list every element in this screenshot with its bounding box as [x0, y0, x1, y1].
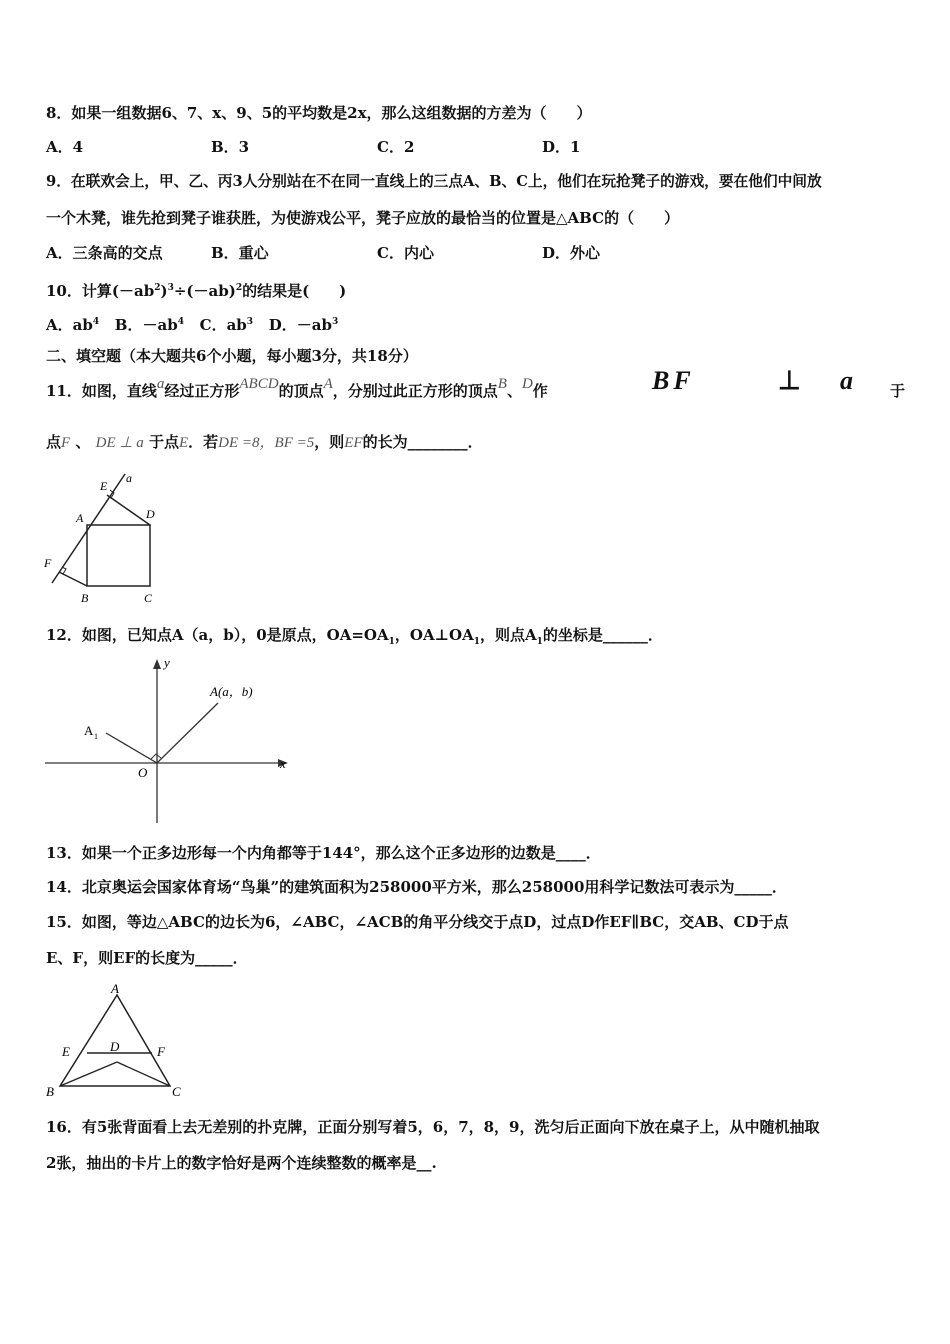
q15-line1: 15．如图，等边△ABC的边长为6，∠ABC，∠ACB的角平分线交于点D，过点D作EF∥BC，交AB、CD于点 — [46, 913, 789, 931]
label-d: D — [146, 507, 155, 521]
label-y: y — [164, 655, 170, 670]
q8-option-a: A．4 — [46, 138, 84, 156]
q9-option-b: B．重心 — [211, 244, 269, 262]
q9-line2: 一个木凳，谁先抢到凳子谁获胜，为使游戏公平，凳子应放的最恰当的位置是△ABC的（ ） — [46, 209, 680, 227]
q10-option-c: C．$ab^3$ — [199, 316, 254, 334]
q11-line2: 点F 、 DE ⊥ a 于点E．若DE =8，BF =5，则EF的长为________． — [46, 433, 483, 451]
q11-a-big: a — [840, 366, 857, 395]
right-angle-o — [151, 754, 161, 759]
label-c: C — [144, 591, 153, 605]
q13-stem: 13．如果一个正多边形每一个内角都等于144°，那么这个正多边形的边数是____． — [46, 844, 601, 862]
q10-option-d: D．$-ab^3$ — [268, 316, 339, 334]
label-a-line: a — [126, 471, 132, 485]
q9-option-c: C．内心 — [377, 244, 434, 262]
q10-option-b: B．$-ab^4$ — [114, 316, 184, 334]
square-abcd — [87, 525, 150, 586]
q8-option-c: C．2 — [377, 138, 415, 156]
label-b: B — [46, 1084, 54, 1099]
segment-de — [107, 495, 150, 525]
q11-yu: 于 — [890, 382, 906, 400]
bisector-c — [117, 1062, 170, 1086]
label-a: A(a，b) — [210, 684, 253, 699]
label-f: F — [157, 1044, 165, 1059]
q11-line1: 11．如图，直线a经过正方形ABCD的顶点A，分别过此正方形的顶点B、D作 — [46, 376, 548, 400]
label-a1-sub: 1 — [94, 732, 98, 741]
segment-oa1 — [106, 733, 157, 763]
label-e: E — [100, 479, 108, 493]
label-a: A — [111, 981, 119, 996]
q8-option-b: B．3 — [211, 138, 250, 156]
label-e: E — [62, 1044, 70, 1059]
q16-line2: 2张，抽出的卡片上的数字恰好是两个连续整数的概率是__. — [46, 1154, 437, 1172]
q16-line1: 16．有5张背面看上去无差别的扑克牌，正面分别写着5，6，7，8，9，洗匀后正面向下放在桌子上，从中随机抽取 — [46, 1118, 820, 1136]
label-a1: A — [84, 723, 94, 738]
q10-options — [46, 312, 338, 335]
q14-stem: 14．北京奥运会国家体育场“鸟巢”的建筑面积为258000平方米，那么258000用科学记数法可表示为_____． — [46, 878, 787, 896]
q10-stem: 10．计算$(-ab^2)^3\div(-ab)^2$的结果是( ) — [46, 282, 347, 300]
q9-line1: 9．在联欢会上，甲、乙、丙3人分别站在不在同一直线上的三点A、B、C上，他们在玩抢凳子的游戏，要在他们中间放 — [46, 173, 822, 190]
label-b: B — [81, 591, 89, 605]
q12-stem: 12．如图，已知点A（a，b），0是原点，$OA=OA_1$，$OA\perp OA_1$，则点$A_1$的坐标是______． — [46, 626, 663, 647]
label-o: O — [138, 765, 148, 780]
q8-option-d: D．1 — [542, 138, 581, 156]
segment-oa — [157, 703, 218, 763]
q8-stem: 8．如果一组数据6、7、x、9、5的平均数是2x，那么这组数据的方差为（ ） — [46, 104, 592, 122]
q9-option-d: D．外心 — [542, 244, 601, 262]
label-x: x — [280, 756, 286, 771]
q11-figure — [40, 470, 170, 610]
q12-figure — [40, 655, 300, 825]
section-heading: 二、填空题（本大题共6个小题，每小题3分，共18分） — [46, 347, 418, 365]
q11-perp-big: ⊥ — [778, 366, 805, 395]
label-d: D — [110, 1039, 120, 1054]
q15-figure — [40, 982, 190, 1102]
y-axis-arrow — [153, 659, 161, 669]
label-a: A — [76, 511, 84, 525]
bisector-b — [60, 1062, 117, 1086]
q11-bf-big: BF — [652, 366, 695, 395]
q9-option-a: A．三条高的交点 — [46, 244, 163, 262]
label-c: C — [172, 1084, 181, 1099]
label-f: F — [44, 556, 52, 570]
line-a — [52, 474, 125, 583]
q10-option-a: A．$ab^4$ — [46, 316, 100, 334]
q15-line2: E、F，则EF的长度为_____． — [46, 949, 248, 967]
